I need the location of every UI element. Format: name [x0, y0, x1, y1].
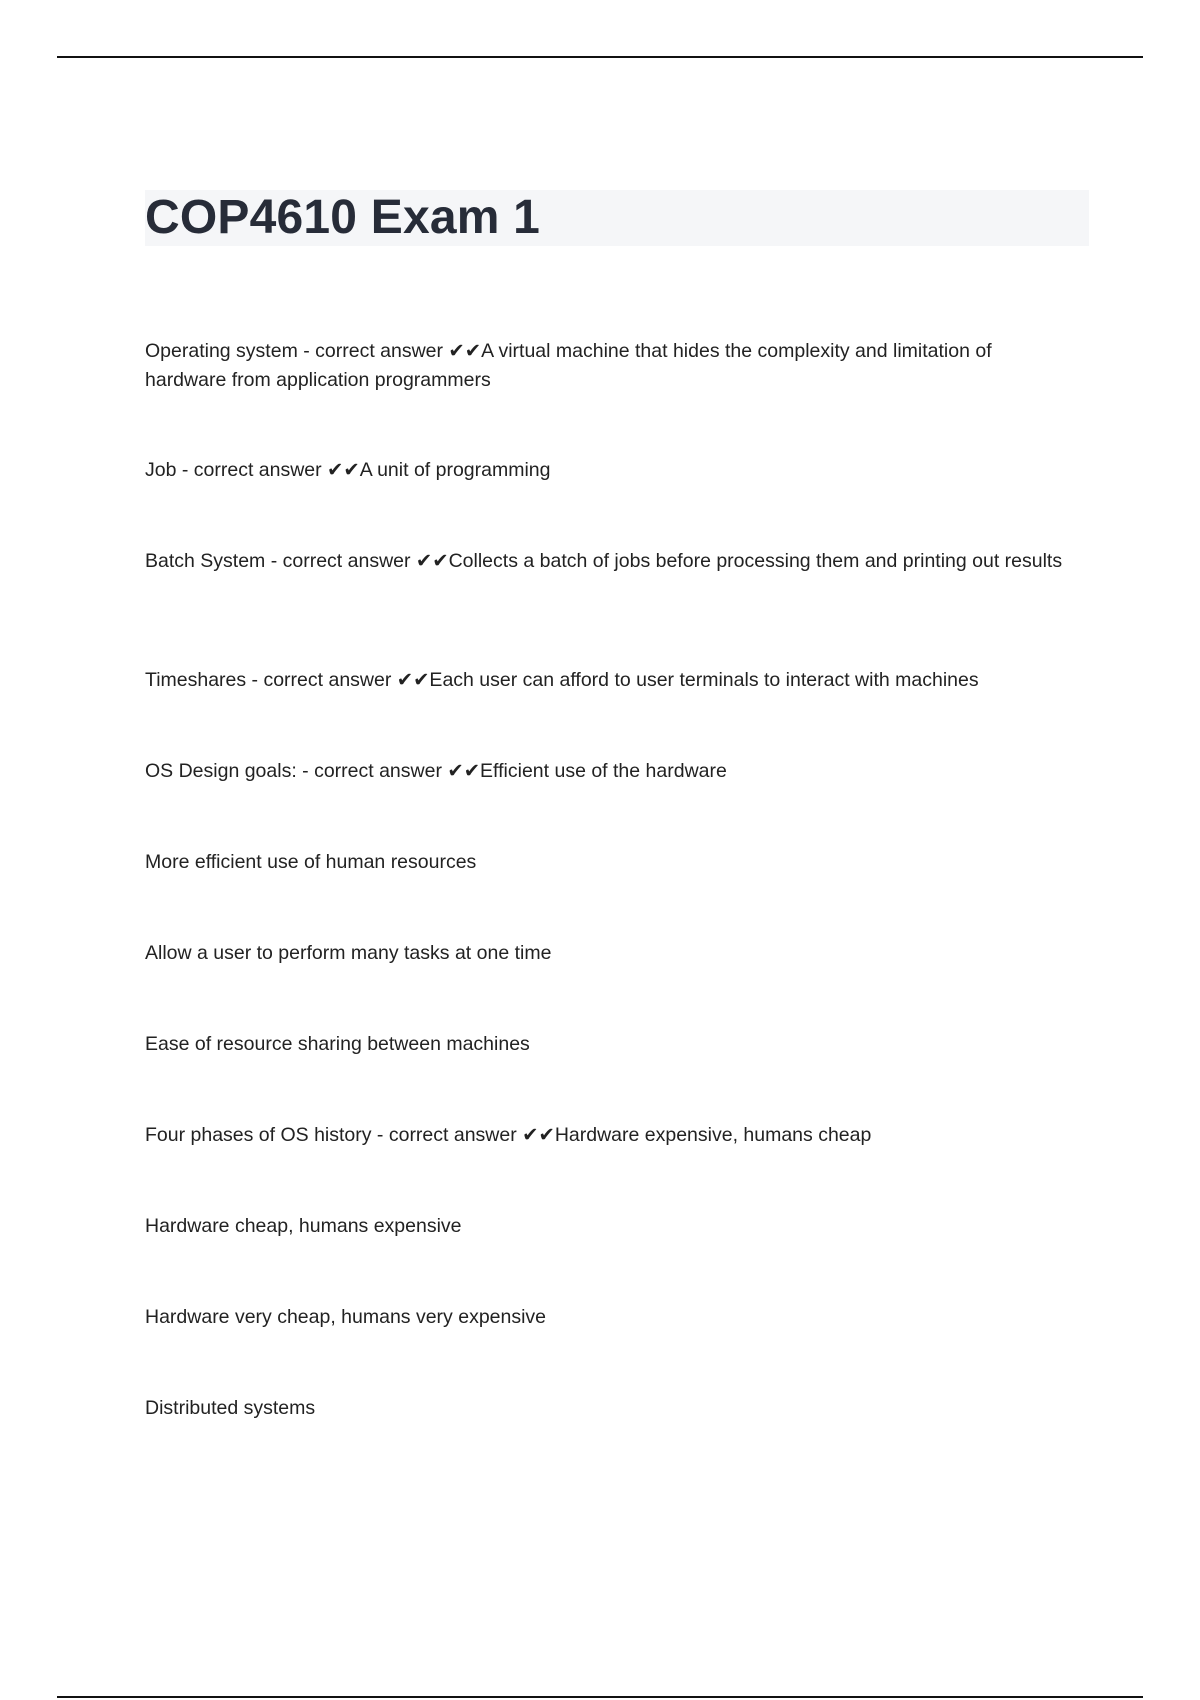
flashcard-list [145, 337, 1065, 1423]
list-item: Job - correct answer ✔✔A unit of programming [145, 459, 551, 481]
list-item: Four phases of OS history - correct answer ✔✔Hardware expensive, humans cheap [145, 1124, 872, 1146]
page-title: COP4610 Exam 1 [145, 191, 541, 244]
list-item: Allow a user to perform many tasks at one time [145, 942, 552, 964]
list-item: More efficient use of human resources [145, 851, 477, 873]
list-item: Ease of resource sharing between machines [145, 1033, 530, 1055]
list-item: Timeshares - correct answer ✔✔Each user can afford to user terminals to interact with machines [145, 669, 979, 691]
list-item: Hardware very cheap, humans very expensive [145, 1306, 547, 1328]
top-divider [57, 56, 1143, 58]
list-item: Batch System - correct answer ✔✔Collects a batch of jobs before processing them and printing out results [145, 550, 1063, 572]
list-item: Distributed systems [145, 1397, 316, 1419]
list-item: OS Design goals: - correct answer ✔✔Efficient use of the hardware [145, 760, 727, 782]
list-item: Operating system - correct answer ✔✔A virtual machine that hides the complexity and limitation of hardware from application programmers [145, 340, 992, 391]
bottom-divider [57, 1696, 1143, 1698]
list-item: Hardware cheap, humans expensive [145, 1215, 462, 1237]
